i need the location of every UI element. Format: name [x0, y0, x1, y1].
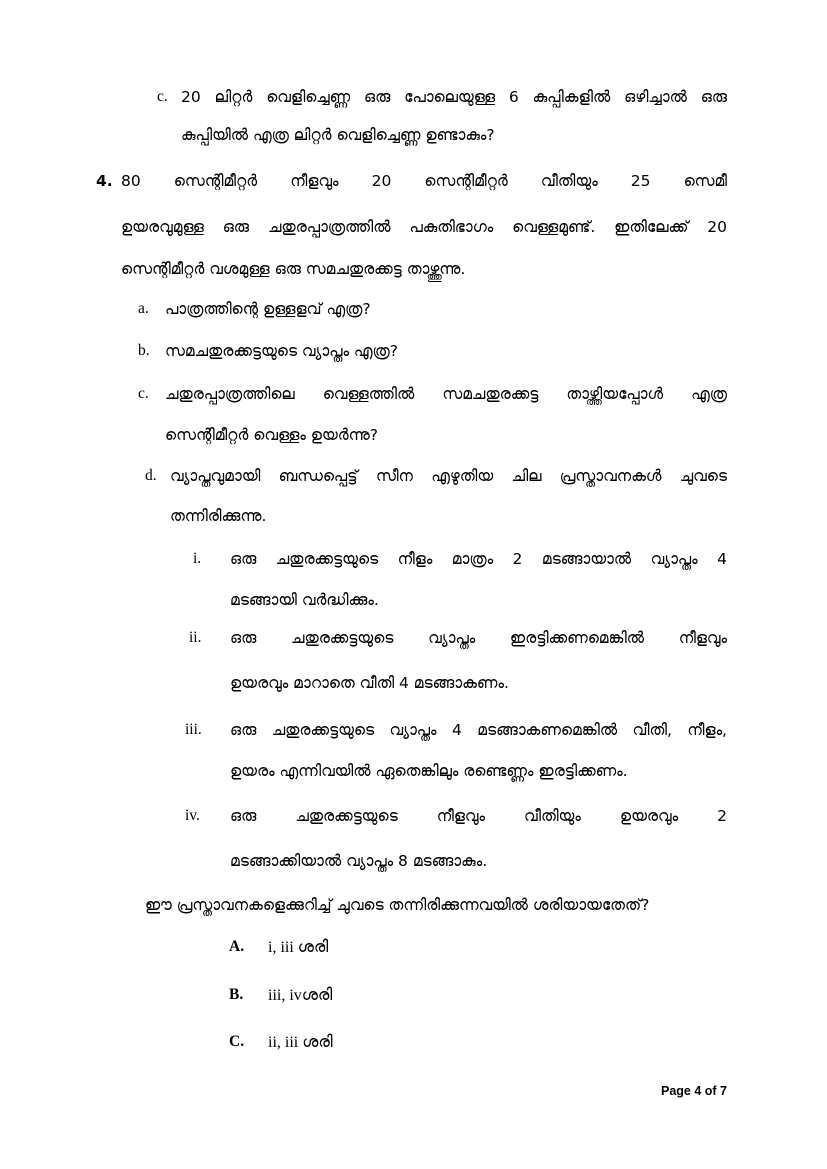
q4-line-2: ഉയരവുമുള്ള ഒരു ചതുരപ്പാത്രത്തിൽ പകുതിഭാഗം വെള്ളമുണ്ട്. ഇതിലേക്ക് 20 — [121, 218, 727, 236]
q4a-label: a. — [138, 300, 149, 317]
q4b-label: b. — [138, 342, 150, 359]
option-text-value: iii, ivശരി — [268, 987, 333, 1004]
q4b-text: സമചതുരക്കട്ടയുടെ വ്യാപ്തം എത്ര? — [165, 342, 398, 360]
option-text-value: i, iii ശരി — [268, 939, 329, 956]
q4d-line-1: വ്യാപ്തവുമായി ബന്ധപ്പെട്ട് സീന എഴുതിയ ചില പ്രസ്താവനകൾ ചുവടെ — [170, 467, 727, 485]
statement-line-2: മടങ്ങായി വർദ്ധിക്കും. — [230, 591, 379, 609]
option-label: C. — [229, 1033, 245, 1050]
q4-number: 4. — [96, 172, 113, 190]
q4d-label: d. — [145, 467, 157, 484]
option-label: A. — [229, 938, 245, 955]
statement-label: ii. — [189, 629, 202, 646]
statement-line-2: ഉയരവും മാറാതെ വീതി 4 മടങ്ങാകണം. — [230, 674, 509, 692]
statement-line-2: ഉയരം എന്നിവയിൽ ഏതെങ്കിലും രണ്ടെണ്ണം ഇരട്ടിക്കണം. — [230, 762, 628, 780]
statement-line-1: ഒരു ചതുരക്കട്ടയുടെ വ്യാപ്തം 4 മടങ്ങാകണമെങ്കിൽ വീതി, നീളം, — [230, 721, 727, 739]
statement-label: i. — [193, 550, 202, 567]
q3c-line-1: 20 ലിറ്റർ വെളിച്ചെണ്ണ ഒരു പോലെയുള്ള 6 കുപ്പികളിൽ ഒഴിച്ചാൽ ഒരു — [181, 88, 727, 106]
q4c-line-2: സെന്റിമീറ്റർ വെള്ളം ഉയർന്നു? — [165, 426, 378, 444]
option-text — [268, 936, 328, 959]
q4c-line-1: ചതുരപ്പാത്രത്തിലെ വെള്ളത്തിൽ സമചതുരക്കട്ട താഴ്ത്തിയപ്പോൾ എത്ര — [165, 385, 727, 403]
q4d-line-2: തന്നിരിക്കുന്നു. — [170, 507, 267, 525]
option-label: B. — [229, 986, 244, 1003]
q4a-text: പാത്രത്തിന്റെ ഉള്ളളവ് എത്ര? — [165, 300, 371, 318]
statement-line-1: ഒരു ചതുരക്കട്ടയുടെ വ്യാപ്തം ഇരട്ടിക്കണമെങ്കിൽ നീളവും — [230, 629, 727, 647]
q3c-label: c. — [157, 88, 168, 105]
q4-line-1: 80 സെന്റിമീറ്റർ നീളവും 20 സെന്റിമീറ്റർ വീതിയും 25 സെമീ — [121, 172, 727, 190]
q4c-label: c. — [138, 385, 149, 402]
option-text-value: ii, iii ശരി — [268, 1034, 333, 1051]
option-text — [268, 1031, 333, 1054]
statement-label: iv. — [185, 807, 200, 824]
q4-line-3: സെന്റിമീറ്റർ വശമുള്ള ഒരു സമചതുരക്കട്ട താഴ്ത്തുന്നു. — [121, 260, 466, 278]
q4-question: ഈ പ്രസ്താവനകളെക്കുറിച്ച് ചുവടെ തന്നിരിക്കുന്നവയിൽ ശരിയായതേത്? — [145, 896, 650, 914]
statement-line-1: ഒരു ചതുരക്കട്ടയുടെ നീളം മാത്രം 2 മടങ്ങായാൽ വ്യാപ്തം 4 — [230, 550, 727, 568]
statement-line-1: ഒരു ചതുരക്കട്ടയുടെ നീളവും വീതിയും ഉയരവും 2 — [230, 807, 727, 825]
q3c-line-2: കുപ്പിയിൽ എത്ര ലിറ്റർ വെളിച്ചെണ്ണ ഉണ്ടാകും? — [181, 126, 495, 144]
statement-label: iii. — [185, 721, 202, 738]
option-text — [268, 984, 332, 1007]
statement-line-2: മടങ്ങാക്കിയാൽ വ്യാപ്തം 8 മടങ്ങാകും. — [230, 852, 488, 870]
page-number-footer: Page 4 of 7 — [661, 1084, 727, 1098]
